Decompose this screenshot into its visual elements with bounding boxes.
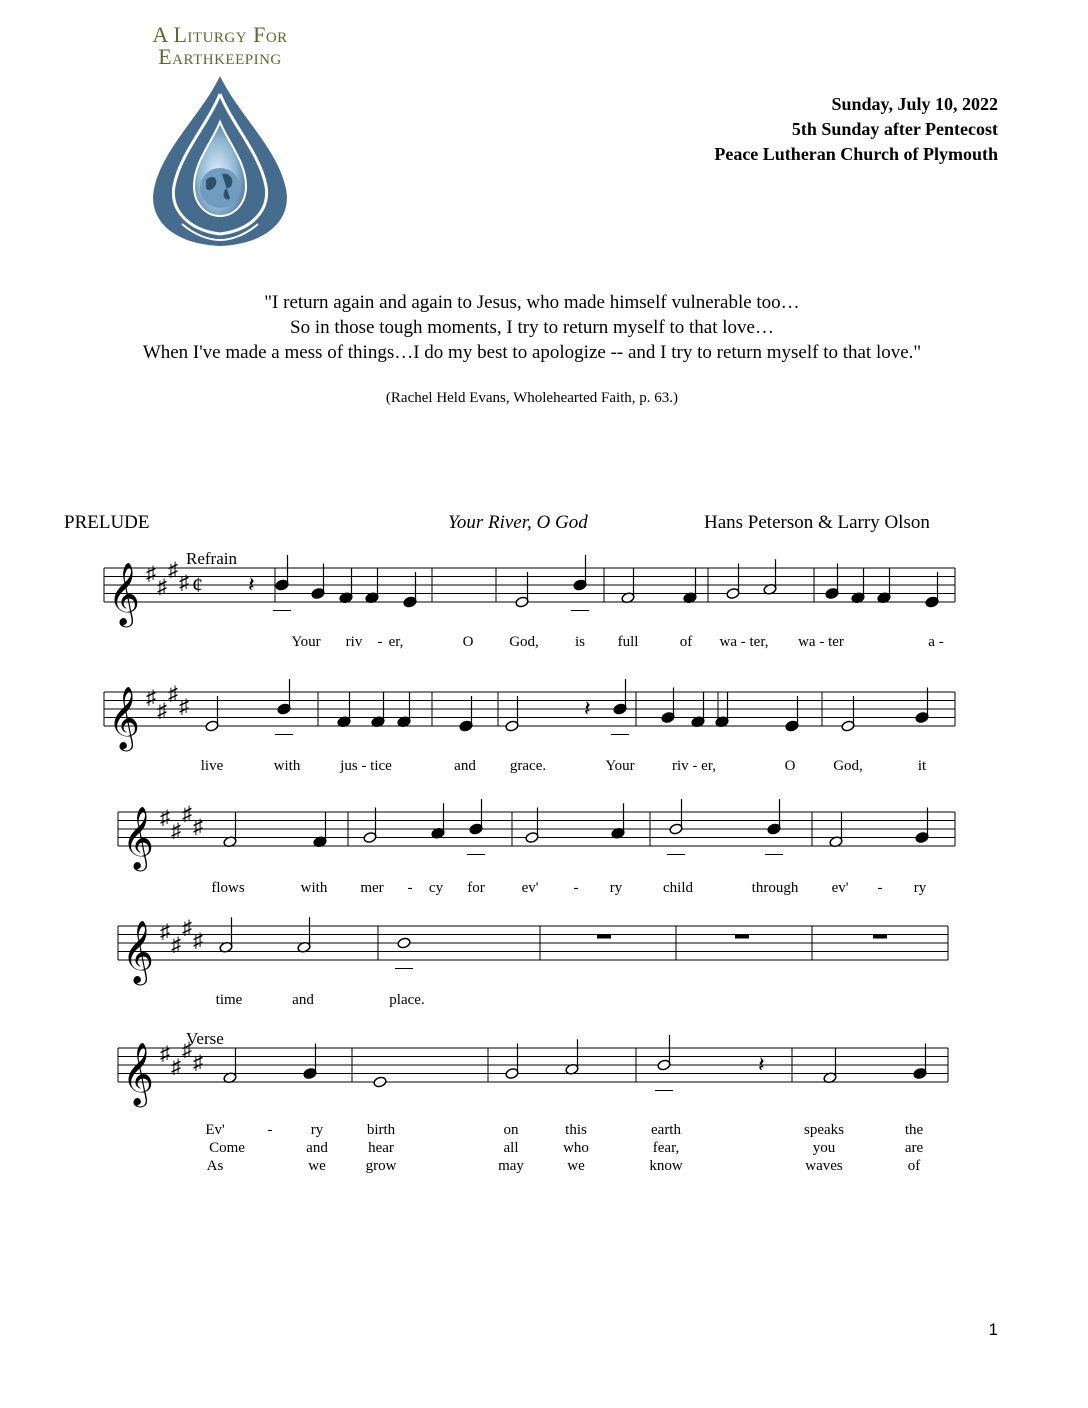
quote-citation: (Rachel Held Evans, Wholehearted Faith, p. 63.) [385,390,679,406]
lyric-syllable: time [215,992,243,1008]
service-occasion: 5th Sunday after Pentecost [791,119,998,139]
lyric-syllable: waves [805,1158,843,1174]
sharp-icon: ♯ [171,934,181,956]
lyric-syllable: birth [366,1122,396,1138]
sharp-icon: ♯ [171,1056,181,1078]
lyric-syllable: with [300,880,328,896]
refrain-label: Refrain [186,549,237,568]
sharp-icon: ♯ [160,1043,170,1065]
lyric-syllable: ev' [831,880,849,896]
prelude-label: PRELUDE [64,512,150,533]
lyric-syllable: flows [211,880,245,896]
lyric-syllable: wa - ter, [719,634,769,650]
lyric-syllable: through [751,880,799,896]
service-header [714,92,998,167]
lyric-syllable: jus - tice [340,758,392,774]
lyric-syllable: ry [310,1122,324,1138]
lyric-syllable: of [679,634,693,650]
lyric-syllable: full [617,634,639,650]
lyric-syllable: earth [651,1122,681,1138]
logo-title-line1: A Liturgy For [152,22,288,47]
lyric-syllable: child [663,880,693,896]
lyric-syllable: who [563,1140,589,1156]
lyric-syllable: ev' [521,880,539,896]
sharp-icon: ♯ [179,572,189,594]
lyric-syllable: you [812,1140,836,1156]
lyric-syllable: we [308,1158,326,1174]
sharp-icon: ♯ [182,1039,192,1061]
whole-rest-icon [873,935,887,939]
logo-title-line2: Earthkeeping [158,44,282,69]
sharp-icon: ♯ [171,820,181,842]
whole-rest-icon [735,935,749,939]
whole-rest-icon [597,935,611,939]
lyric-syllable: God, [833,758,863,774]
logo-hands-water-drop-icon [132,74,308,250]
sheet-music [0,540,1088,1200]
sharp-icon: ♯ [157,700,167,722]
lyric-syllable: speaks [804,1122,844,1138]
lyric-syllable: know [649,1158,683,1174]
quote-line-2: So in those tough moments, I try to return myself to that love… [290,317,774,338]
note-head [373,1076,387,1088]
lyric-syllable: wa - ter [798,634,844,650]
service-date: Sunday, July 10, 2022 [831,94,998,114]
lyric-syllable: the [904,1122,924,1138]
lyric-syllable: grow [365,1158,397,1174]
lyric-syllable: hear [368,1140,394,1156]
lyric-syllable: - [877,880,883,896]
treble-clef-icon: 𝄞 [108,564,140,624]
sharp-icon: ♯ [160,921,170,943]
lyric-syllable: we [567,1158,585,1174]
sharp-icon: ♯ [168,683,178,705]
verse-label: Verse [186,1029,224,1048]
lyric-syllable: is [574,634,586,650]
lyric-syllable: may [498,1158,524,1174]
lyric-syllable: mer [360,880,384,896]
sharp-icon: ♯ [182,917,192,939]
lyric-syllable: on [503,1122,519,1138]
lyric-syllable: with [273,758,301,774]
lyric-syllable: ry [609,880,623,896]
lyric-syllable: - [377,634,383,650]
lyric-syllable: Your [291,634,321,650]
lyric-syllable: - [573,880,579,896]
sharp-icon: ♯ [193,1052,203,1074]
quarter-rest-icon: 𝄽 [248,572,255,597]
lyric-syllable: O [784,758,796,774]
lyric-syllable: this [565,1122,587,1138]
treble-clef-icon: 𝄞 [122,922,154,982]
lyric-syllable: and [454,758,476,774]
church-name: Peace Lutheran Church of Plymouth [714,144,998,164]
treble-clef-icon: 𝄞 [122,808,154,868]
treble-clef-icon: 𝄞 [122,1044,154,1104]
lyric-syllable: fear, [652,1140,680,1156]
prelude-composer: Hans Peterson & Larry Olson [704,512,930,533]
lyric-syllable: it [917,758,927,774]
quote-line-3: When I've made a mess of things…I do my best to apologize -- and I try to return myself to that love." [142,342,922,363]
sharp-icon: ♯ [146,563,156,585]
sharp-icon: ♯ [182,803,192,825]
lyric-syllable: place. [389,992,425,1008]
lyric-syllable: riv - er, [672,758,716,774]
lyric-syllable: Come [209,1140,245,1156]
sharp-icon: ♯ [146,687,156,709]
lyric-syllable: of [907,1158,921,1174]
sharp-icon: ♯ [168,559,178,581]
lyric-syllable: Ev' [205,1122,225,1138]
sharp-icon: ♯ [160,807,170,829]
sharp-icon: ♯ [157,576,167,598]
treble-clef-icon: 𝄞 [108,688,140,748]
page-number: 1 [988,1320,998,1339]
lyric-syllable: and [306,1140,328,1156]
lyric-syllable: Your [605,758,635,774]
lyric-syllable: all [503,1140,519,1156]
lyric-syllable: for [467,880,485,896]
lyric-syllable: riv [345,634,363,650]
sharp-icon: ♯ [193,816,203,838]
note-head [397,937,411,949]
lyric-syllable: As [206,1158,224,1174]
lyric-syllable: ry [913,880,927,896]
lyric-syllable: are [904,1140,924,1156]
lyric-syllable: cy [428,880,444,896]
quote-line-1: "I return again and again to Jesus, who made himself vulnerable too… [264,292,800,313]
lyric-syllable: a - [928,634,944,650]
sharp-icon: ♯ [179,696,189,718]
lyric-syllable: and [292,992,314,1008]
epigraph-quote [0,290,1064,365]
lyric-syllable: er, [388,634,404,650]
logo [110,24,330,254]
lyric-syllable: God, [509,634,539,650]
logo-title [110,24,330,68]
lyric-syllable: - [267,1122,273,1138]
cut-time-icon: ¢ [192,572,203,597]
quarter-rest-icon: 𝄽 [584,696,591,721]
lyric-syllable: live [200,758,224,774]
lyric-syllable: - [407,880,413,896]
lyric-syllable: grace. [509,758,547,774]
quarter-rest-icon: 𝄽 [758,1052,765,1077]
sharp-icon: ♯ [193,930,203,952]
lyric-syllable: O [462,634,474,650]
prelude-title: Your River, O God [448,512,588,533]
